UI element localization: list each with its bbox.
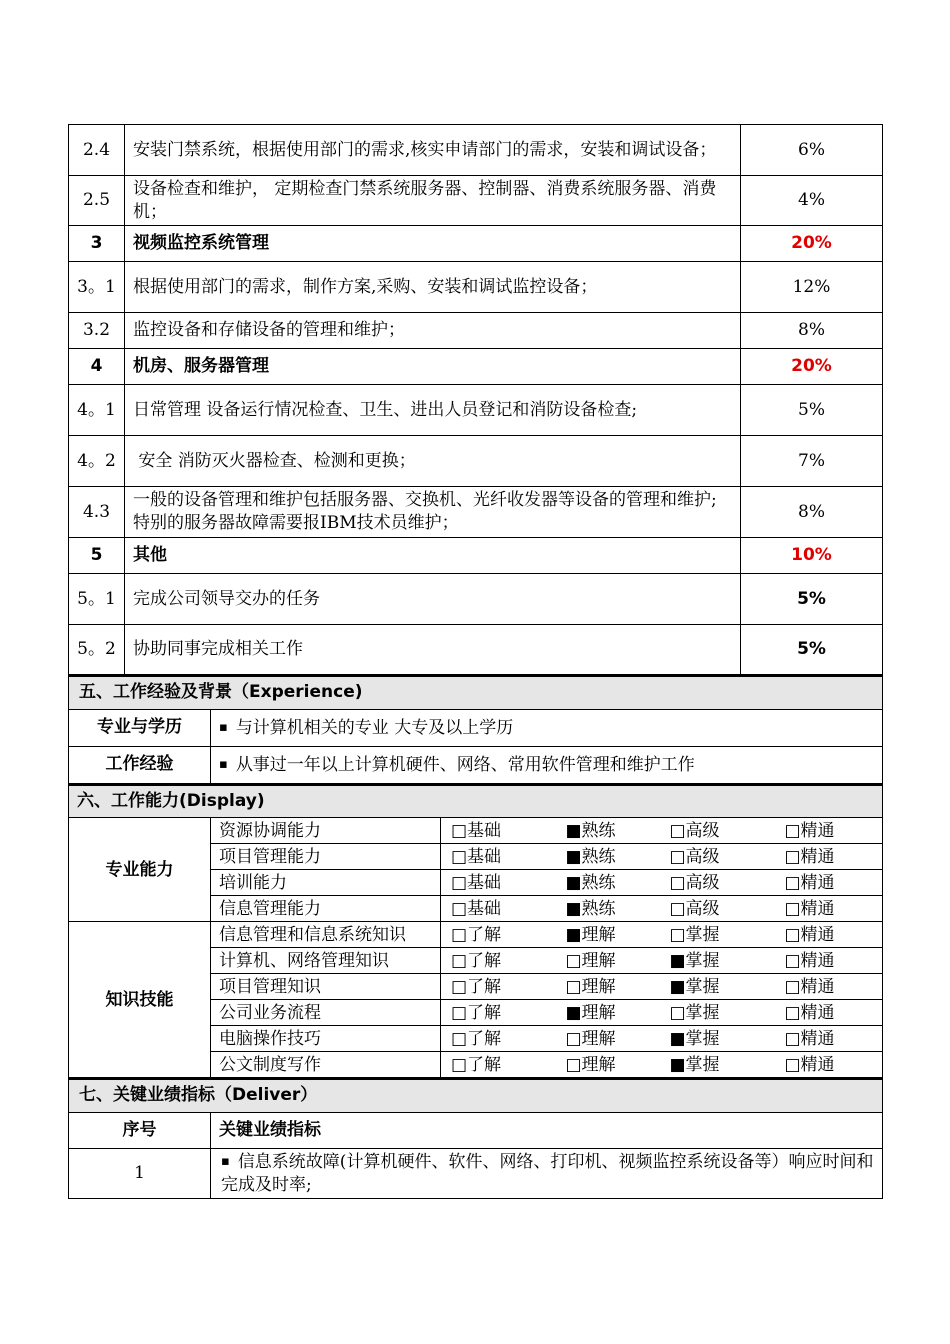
option-unchecked[interactable]: □掌握: [660, 1000, 775, 1026]
duty-description: 日常管理 设备运行情况检查、卫生、进出人员登记和消防设备检查;: [125, 385, 741, 436]
option-unchecked[interactable]: □了解: [441, 1026, 556, 1052]
option-unchecked[interactable]: □了解: [441, 948, 556, 974]
experience-table: [68, 675, 883, 784]
option-checked[interactable]: ■熟练: [556, 896, 660, 922]
kpi-text: ▪ 信息系统故障(计算机硬件、软件、网络、打印机、视频监控系统设备等）响应时间和完成及时率;: [211, 1148, 883, 1198]
option-unchecked[interactable]: □掌握: [660, 922, 775, 948]
document-page: [68, 124, 882, 1199]
duty-row: [69, 487, 883, 538]
major-label: 专业与学历: [69, 709, 211, 746]
option-checked[interactable]: ■理解: [556, 1000, 660, 1026]
option-unchecked[interactable]: □高级: [660, 844, 775, 870]
option-checked[interactable]: ■掌握: [660, 974, 775, 1000]
option-unchecked[interactable]: □精通: [775, 896, 883, 922]
duty-weight: 4%: [741, 176, 883, 226]
work-experience-value: ▪ 从事过一年以上计算机硬件、网络、常用软件管理和维护工作: [211, 746, 883, 783]
duty-number: 5。2: [69, 625, 125, 675]
duty-description: 其他: [125, 538, 741, 574]
option-unchecked[interactable]: □基础: [441, 896, 556, 922]
duty-description: 视频监控系统管理: [125, 226, 741, 262]
option-unchecked[interactable]: □精通: [775, 844, 883, 870]
duty-weight: 5%: [741, 385, 883, 436]
duty-number: 3.2: [69, 313, 125, 349]
duty-number: 4.3: [69, 487, 125, 538]
duty-weight: 8%: [741, 313, 883, 349]
major-value: ▪ 与计算机相关的专业 大专及以上学历: [211, 709, 883, 746]
option-checked[interactable]: ■掌握: [660, 1052, 775, 1078]
option-unchecked[interactable]: □精通: [775, 974, 883, 1000]
duty-weight: 5%: [741, 574, 883, 625]
duty-weight: 10%: [741, 538, 883, 574]
experience-section-title: 五、工作经验及背景（Experience): [69, 676, 883, 709]
duty-description: 完成公司领导交办的任务: [125, 574, 741, 625]
option-checked[interactable]: ■熟练: [556, 844, 660, 870]
duty-number: 4。2: [69, 436, 125, 487]
ability-section-title: 六、工作能力(Display): [69, 785, 883, 818]
duty-number: 3。1: [69, 262, 125, 313]
ability-item-name: 培训能力: [211, 870, 441, 896]
option-unchecked[interactable]: □理解: [556, 974, 660, 1000]
option-unchecked[interactable]: □高级: [660, 870, 775, 896]
duty-number: 2.5: [69, 176, 125, 226]
duty-weight: 8%: [741, 487, 883, 538]
duty-number: 5: [69, 538, 125, 574]
option-checked[interactable]: ■掌握: [660, 948, 775, 974]
option-unchecked[interactable]: □基础: [441, 844, 556, 870]
kpi-number: 1: [69, 1148, 211, 1198]
duty-row: [69, 176, 883, 226]
ability-row: [69, 818, 883, 844]
ability-item-name: 项目管理知识: [211, 974, 441, 1000]
ability-item-name: 信息管理能力: [211, 896, 441, 922]
duty-row: [69, 262, 883, 313]
duty-description: 机房、服务器管理: [125, 349, 741, 385]
duty-description: 安装门禁系统，根据使用部门的需求,核实申请部门的需求，安装和调试设备；: [125, 125, 741, 176]
duty-weight: 5%: [741, 625, 883, 675]
ability-group-label: 专业能力: [69, 818, 211, 922]
duty-description: 一般的设备管理和维护包括服务器、交换机、光纤收发器等设备的管理和维护;特别的服务器故障需要报IBM技术员维护；: [125, 487, 741, 538]
duty-weight: 20%: [741, 349, 883, 385]
option-checked[interactable]: ■熟练: [556, 870, 660, 896]
duty-number: 4。1: [69, 385, 125, 436]
ability-item-name: 信息管理和信息系统知识: [211, 922, 441, 948]
ability-item-name: 资源协调能力: [211, 818, 441, 844]
duty-row: [69, 538, 883, 574]
duty-row: [69, 574, 883, 625]
ability-table: [68, 784, 883, 1079]
option-unchecked[interactable]: □精通: [775, 1052, 883, 1078]
duty-description: 监控设备和存储设备的管理和维护；: [125, 313, 741, 349]
ability-item-name: 公文制度写作: [211, 1052, 441, 1078]
option-unchecked[interactable]: □理解: [556, 948, 660, 974]
duty-number: 3: [69, 226, 125, 262]
kpi-table: [68, 1078, 883, 1199]
ability-item-name: 项目管理能力: [211, 844, 441, 870]
ability-row: [69, 922, 883, 948]
duty-weight: 6%: [741, 125, 883, 176]
option-unchecked[interactable]: □基础: [441, 870, 556, 896]
duty-row: [69, 313, 883, 349]
option-unchecked[interactable]: □理解: [556, 1026, 660, 1052]
option-unchecked[interactable]: □精通: [775, 870, 883, 896]
option-unchecked[interactable]: □高级: [660, 896, 775, 922]
option-unchecked[interactable]: □精通: [775, 1000, 883, 1026]
duty-description: 协助同事完成相关工作: [125, 625, 741, 675]
duty-description: 根据使用部门的需求，制作方案,采购、安装和调试监控设备；: [125, 262, 741, 313]
duty-row: [69, 125, 883, 176]
kpi-col-no: 序号: [69, 1112, 211, 1148]
option-unchecked[interactable]: □了解: [441, 1052, 556, 1078]
kpi-col-name: 关键业绩指标: [211, 1112, 883, 1148]
duty-description: 设备检查和维护， 定期检查门禁系统服务器、控制器、消费系统服务器、消费机；: [125, 176, 741, 226]
option-unchecked[interactable]: □基础: [441, 818, 556, 844]
duty-row: [69, 226, 883, 262]
ability-group-label: 知识技能: [69, 922, 211, 1078]
kpi-row: [69, 1148, 883, 1198]
duty-row: [69, 349, 883, 385]
duty-description: 安全 消防灭火器检查、检测和更换；: [125, 436, 741, 487]
option-unchecked[interactable]: □了解: [441, 974, 556, 1000]
option-unchecked[interactable]: □精通: [775, 948, 883, 974]
option-unchecked[interactable]: □精通: [775, 1026, 883, 1052]
duty-row: [69, 385, 883, 436]
work-experience-label: 工作经验: [69, 746, 211, 783]
option-unchecked[interactable]: □了解: [441, 1000, 556, 1026]
option-unchecked[interactable]: □理解: [556, 1052, 660, 1078]
option-unchecked[interactable]: □精通: [775, 922, 883, 948]
kpi-section-title: 七、关键业绩指标（Deliver）: [69, 1079, 883, 1112]
duties-table: [68, 124, 883, 675]
option-checked[interactable]: ■熟练: [556, 818, 660, 844]
option-unchecked[interactable]: □高级: [660, 818, 775, 844]
duty-number: 2.4: [69, 125, 125, 176]
ability-item-name: 公司业务流程: [211, 1000, 441, 1026]
option-checked[interactable]: ■理解: [556, 922, 660, 948]
duty-number: 4: [69, 349, 125, 385]
ability-item-name: 电脑操作技巧: [211, 1026, 441, 1052]
duty-number: 5。1: [69, 574, 125, 625]
ability-item-name: 计算机、网络管理知识: [211, 948, 441, 974]
option-unchecked[interactable]: □精通: [775, 818, 883, 844]
option-checked[interactable]: ■掌握: [660, 1026, 775, 1052]
duty-weight: 7%: [741, 436, 883, 487]
duty-weight: 12%: [741, 262, 883, 313]
duty-row: [69, 625, 883, 675]
duty-weight: 20%: [741, 226, 883, 262]
option-unchecked[interactable]: □了解: [441, 922, 556, 948]
duty-row: [69, 436, 883, 487]
